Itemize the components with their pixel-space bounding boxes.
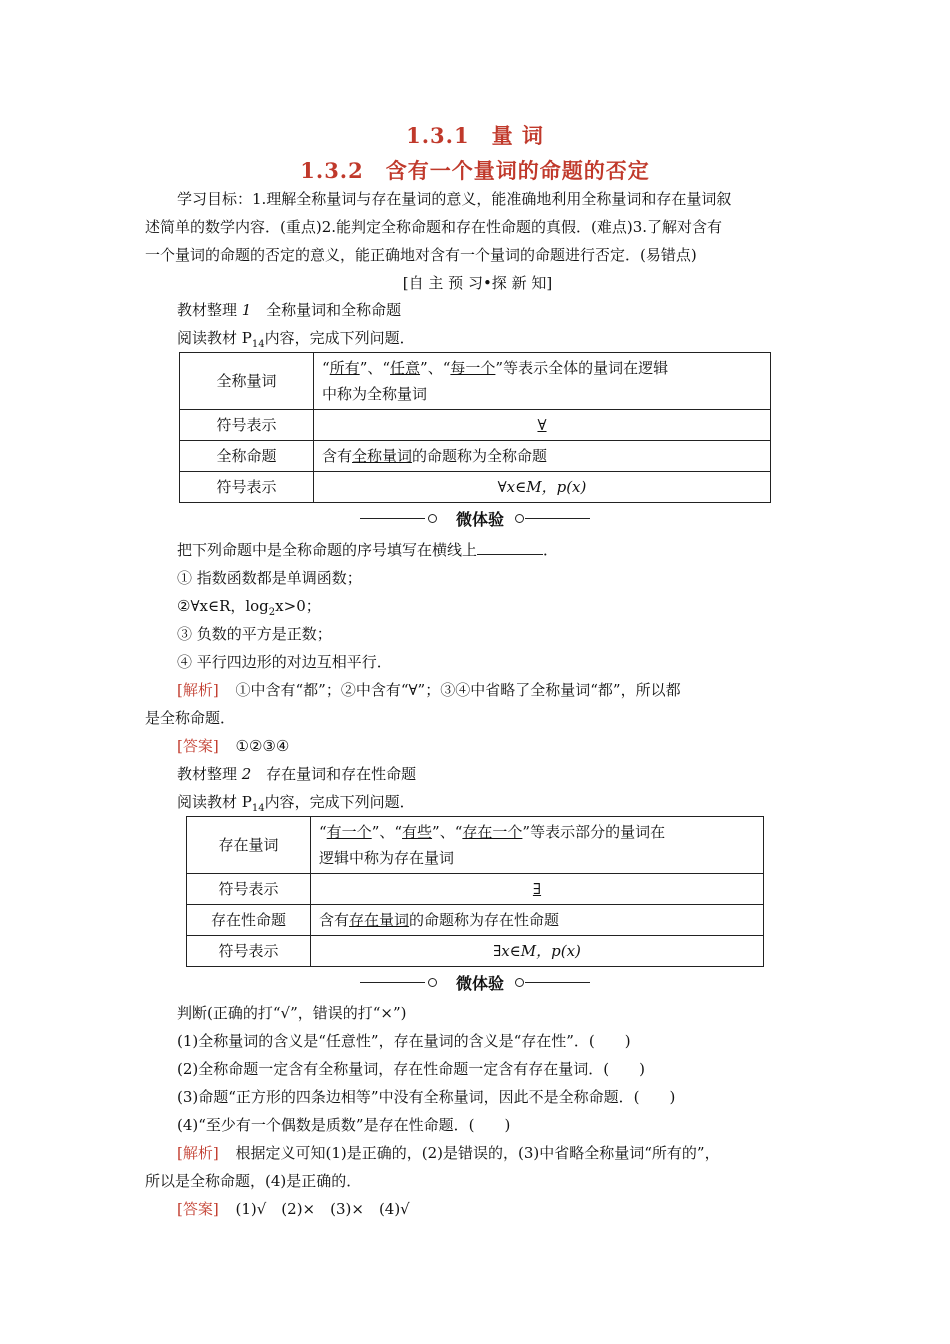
cell-text: ”等表示部分的量词在 (522, 823, 666, 841)
divider-line (525, 518, 590, 519)
section-header: [自 主 预 习•探 新 知] (402, 274, 553, 292)
cell-text: 含有 (322, 447, 353, 465)
forall-symbol: ∀ (537, 416, 547, 434)
mini-experience-label: 微体验 (455, 974, 504, 993)
item-text: x>0； (275, 597, 321, 615)
objectives-line-1: 学习目标：1.理解全称量词与存在量词的意义，能准确地利用全称量词和存在量词叙 (177, 190, 732, 208)
table-row (187, 817, 764, 874)
cell-text: 中称为全称量词 (322, 385, 428, 403)
table-cell-label: 全称量词 (180, 353, 314, 410)
table-cell-value (311, 905, 764, 936)
table-row (187, 936, 764, 967)
table-row (180, 441, 771, 472)
part2-prompt: 判断(正确的打“√”，错误的打“×”) (177, 1004, 407, 1022)
part2-read-sub: 14 (251, 803, 265, 814)
answer-tag: [答案] (177, 737, 219, 755)
quote: ”、“ (420, 359, 451, 377)
cell-text: 的命题称为全称命题 (412, 447, 548, 465)
table-row (187, 905, 764, 936)
table-cell-label: 符号表示 (187, 874, 311, 905)
quote: ”、“ (359, 359, 391, 377)
analysis-tag: [解析] (177, 1144, 219, 1162)
part2-answer (177, 1195, 810, 1223)
part1-item-3: ③ 负数的平方是正数； (177, 625, 332, 643)
divider-dot (428, 978, 437, 987)
prompt-end: ． (543, 541, 559, 559)
part1-read-sub: 14 (251, 339, 265, 350)
part2-analysis-line-2: 所以是全称命题，(4)是正确的． (145, 1172, 362, 1190)
quote: ”、“ (432, 823, 463, 841)
part2-heading-b: 存在量词和存在性命题 (266, 765, 417, 783)
table-cell-label: 存在量词 (187, 817, 311, 874)
underlined-word: 有一个 (326, 823, 372, 841)
part1-read-a: 阅读教材 P (177, 329, 252, 347)
table-cell-label: 符号表示 (180, 410, 314, 441)
part2-item-4: (4)“至少有一个偶数是质数”是存在性命题．( ) (177, 1116, 511, 1134)
table-cell-label: 符号表示 (180, 472, 314, 503)
cell-text: 逻辑中称为存在量词 (319, 849, 455, 867)
divider-dot (515, 978, 524, 987)
objectives-line-2: 述简单的数学内容．(重点)2.能判定全称命题和存在性命题的真假．(难点)3.了解对含有 (145, 218, 723, 236)
underlined-word: 任意 (390, 359, 421, 377)
table-cell-label: 全称命题 (180, 441, 314, 472)
table-cell-label: 存在性命题 (187, 905, 311, 936)
quote: “ (322, 359, 330, 377)
quote: ”、“ (371, 823, 403, 841)
table-row (180, 472, 771, 503)
underlined-word: 存在一个 (462, 823, 523, 841)
table-cell-value (311, 874, 764, 905)
part1-item-1: ① 指数函数都是单调函数； (177, 569, 362, 587)
answer-text: (1)√ (2)× (3)× (4)√ (235, 1200, 410, 1218)
divider-dot (515, 514, 524, 523)
part2-read-a: 阅读教材 P (177, 793, 252, 811)
part2-heading (177, 760, 810, 788)
prompt-text: 把下列命题中是全称命题的序号填写在横线上 (177, 541, 478, 559)
analysis-tag: [解析] (177, 681, 219, 699)
part1-analysis-line-2: 是全称命题． (145, 709, 236, 727)
part2-read-b: 内容，完成下列问题． (264, 793, 415, 811)
table-cell-value (311, 817, 764, 874)
part1-analysis (177, 676, 810, 704)
part1-item-4: ④ 平行四边形的对边互相平行． (177, 653, 392, 671)
underlined-word: 全称量词 (352, 447, 413, 465)
universal-quantifier-table (179, 352, 771, 503)
divider-line (360, 982, 425, 983)
answer-tag: [答案] (177, 1200, 219, 1218)
part1-heading-a: 教材整理 (177, 301, 238, 319)
divider-dot (428, 514, 437, 523)
table-row (180, 353, 771, 410)
part1-read-b: 内容，完成下列问题． (264, 329, 415, 347)
item-text: ②∀x∈R，log (177, 597, 269, 615)
table-cell-value (314, 441, 771, 472)
mini-experience-divider-1 (360, 507, 590, 531)
exists-symbol: ∃ (532, 880, 542, 898)
part2-heading-num: 2 (241, 765, 252, 783)
analysis-text: 根据定义可知(1)是正确的，(2)是错误的，(3)中省略全称量词“所有的”， (235, 1144, 720, 1162)
divider-line (360, 518, 425, 519)
existential-quantifier-table (186, 816, 764, 967)
part1-prompt (177, 536, 810, 564)
title-1: 1.3.1 量 词 (406, 123, 544, 148)
table-row (180, 410, 771, 441)
cell-text: 含有 (319, 911, 350, 929)
mini-experience-divider-2 (360, 971, 590, 995)
answer-text: ①②③④ (235, 737, 290, 755)
objectives-line-3: 一个量词的命题的否定的意义，能正确地对含有一个量词的命题进行否定．(易错点) (145, 246, 697, 264)
quote: “ (319, 823, 327, 841)
table-cell-value: ∃x∈M，p(x) (311, 936, 764, 967)
underlined-word: 有些 (402, 823, 433, 841)
part1-heading (177, 296, 810, 324)
answer-blank (477, 540, 543, 555)
table-cell-value (314, 410, 771, 441)
cell-text: ”等表示全体的量词在逻辑 (495, 359, 669, 377)
part1-heading-b: 全称量词和全称命题 (266, 301, 402, 319)
log-base: 2 (268, 607, 276, 618)
analysis-text: ①中含有“都”；②中含有“∀”；③④中省略了全称量词“都”，所以都 (235, 681, 681, 699)
table-row (187, 874, 764, 905)
part2-heading-a: 教材整理 (177, 765, 238, 783)
underlined-word: 所有 (329, 359, 360, 377)
divider-line (525, 982, 590, 983)
part2-item-3: (3)命题“正方形的四条边相等”中没有全称量词，因此不是全称命题．( ) (177, 1088, 676, 1106)
part2-item-2: (2)全称命题一定含有全称量词，存在性命题一定含有存在量词．( ) (177, 1060, 645, 1078)
table-cell-label: 符号表示 (187, 936, 311, 967)
mini-experience-label: 微体验 (455, 510, 504, 529)
title-2: 1.3.2 含有一个量词的命题的否定 (300, 158, 650, 183)
underlined-word: 存在量词 (349, 911, 410, 929)
table-cell-value: ∀x∈M，p(x) (314, 472, 771, 503)
part2-item-1: (1)全称量词的含义是“任意性”，存在量词的含义是“存在性”．( ) (177, 1032, 631, 1050)
table-cell-value (314, 353, 771, 410)
part2-analysis (177, 1139, 810, 1167)
underlined-word: 每一个 (450, 359, 496, 377)
cell-text: 的命题称为存在性命题 (409, 911, 560, 929)
part1-answer (177, 732, 810, 760)
part1-heading-num: 1 (241, 301, 252, 319)
